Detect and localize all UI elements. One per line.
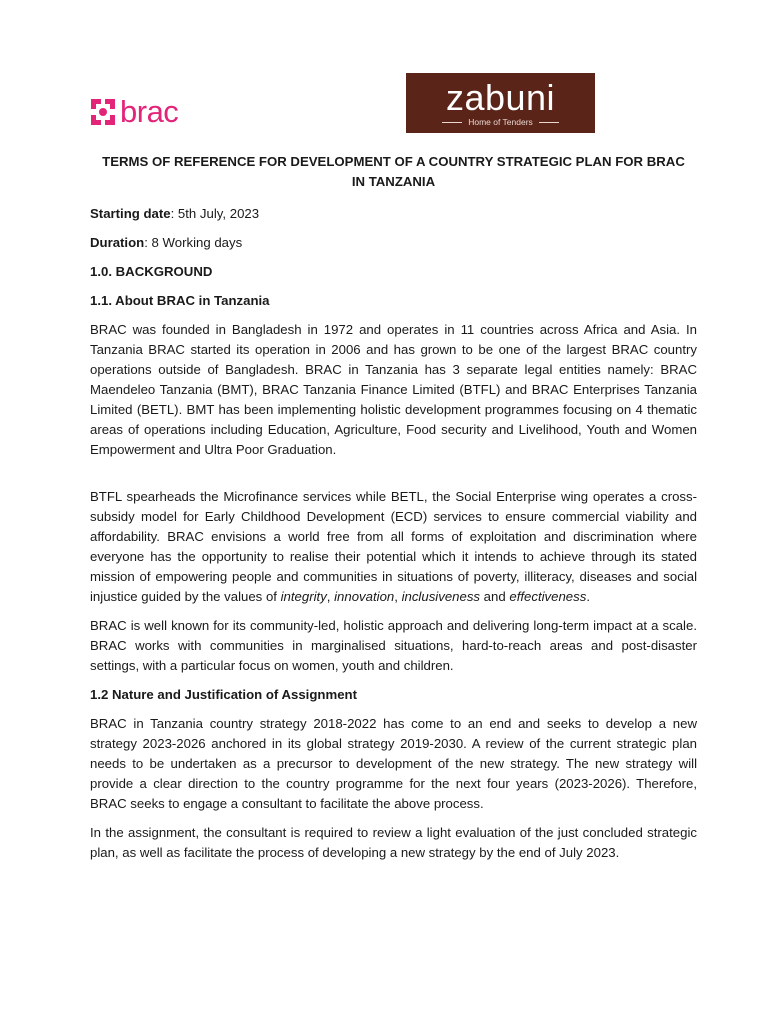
value-inclusiveness: inclusiveness (401, 589, 481, 604)
duration-label: Duration (90, 235, 145, 250)
value-effectiveness: effectiveness (509, 589, 587, 604)
value-innovation: innovation (334, 589, 395, 604)
paragraph-assignment: In the assignment, the consultant is required to review a light evaluation of the just concluded strategic plan, as well as facilitate the process of developing a new strategy by the end of July 2023. (90, 825, 697, 860)
paragraph-strategy: BRAC in Tanzania country strategy 2018-2022 has come to an end and seeks to develop a new strategy 2023-2026 anchored in its global strategy 2019-2030. A review of the current strategic plan needs to be undertaken as a precursor to development of the new strategy. The new strategy will provide a clear direction to the country programme for the next four years (2023-2026). Therefore, BRAC seeks to engage a consultant to facilitate the above process. (90, 716, 697, 811)
paragraph-btfl-text: BTFL spearheads the Microfinance services while BETL, the Social Enterprise wing operates a cross-subsidy model for Early Childhood Development (ECD) services to ensure commercial viability and affordability. BRAC envisions a world free from all forms of exploitation and discrimination where everyone has the opportunity to realise their potential which it intends to achieve through its stated mission of empowering people and communities in situations of poverty, illiteracy, diseases and social injustice guided by the values of (90, 489, 697, 604)
section-heading-background: 1.0. BACKGROUND (90, 264, 213, 279)
brac-wordmark: brac (120, 94, 179, 129)
starting-date-value: : 5th July, 2023 (170, 206, 260, 221)
brac-pinwheel-icon (88, 96, 118, 128)
separator: , (326, 589, 335, 604)
duration-value: : 8 Working days (144, 235, 243, 250)
section-heading-about-brac: 1.1. About BRAC in Tanzania (90, 293, 270, 308)
document-title: TERMS OF REFERENCE FOR DEVELOPMENT OF A COUNTRY STRATEGIC PLAN FOR BRAC IN TANZANIA (102, 154, 685, 189)
zabuni-logo (406, 73, 595, 133)
zabuni-tagline-row (406, 117, 595, 127)
zabuni-tagline: Home of Tenders (468, 117, 533, 127)
separator: , (394, 589, 402, 604)
value-integrity: integrity (280, 589, 327, 604)
separator: and (480, 589, 510, 604)
tagline-rule-right (539, 122, 559, 123)
paragraph-community-led: BRAC is well known for its community-led, holistic approach and delivering long-term impact at a scale. BRAC works with communities in marginalised situations, hard-to-reach areas and post-disaster settings, with a particular focus on women, youth and children. (90, 618, 697, 673)
paragraph-about-brac: BRAC was founded in Bangladesh in 1972 and operates in 11 countries across Africa and Asia. In Tanzania BRAC started its operation in 2006 and has grown to be one of the largest BRAC country operations outside of Bangladesh. BRAC in Tanzania has 3 separate legal entities namely: BRAC Maendeleo Tanzania (BMT), BRAC Tanzania Finance Limited (BTFL) and BRAC Enterprises Tanzania Limited (BETL). BMT has been implementing holistic development programmes focusing on 4 thematic areas of operations including Education, Agriculture, Food security and Livelihood, Youth and Women Empowerment and Ultra Poor Graduation. (90, 322, 697, 457)
zabuni-wordmark: zabuni (445, 77, 556, 118)
starting-date-label: Starting date (90, 206, 171, 221)
tagline-rule-left (442, 122, 462, 123)
paragraph-btfl (90, 487, 697, 607)
duration-field (90, 233, 697, 253)
section-heading-nature-justification: 1.2 Nature and Justification of Assignment (90, 687, 357, 702)
starting-date-field (90, 204, 697, 224)
brac-logo (88, 95, 178, 129)
separator: . (586, 589, 590, 604)
document-body (90, 152, 697, 872)
